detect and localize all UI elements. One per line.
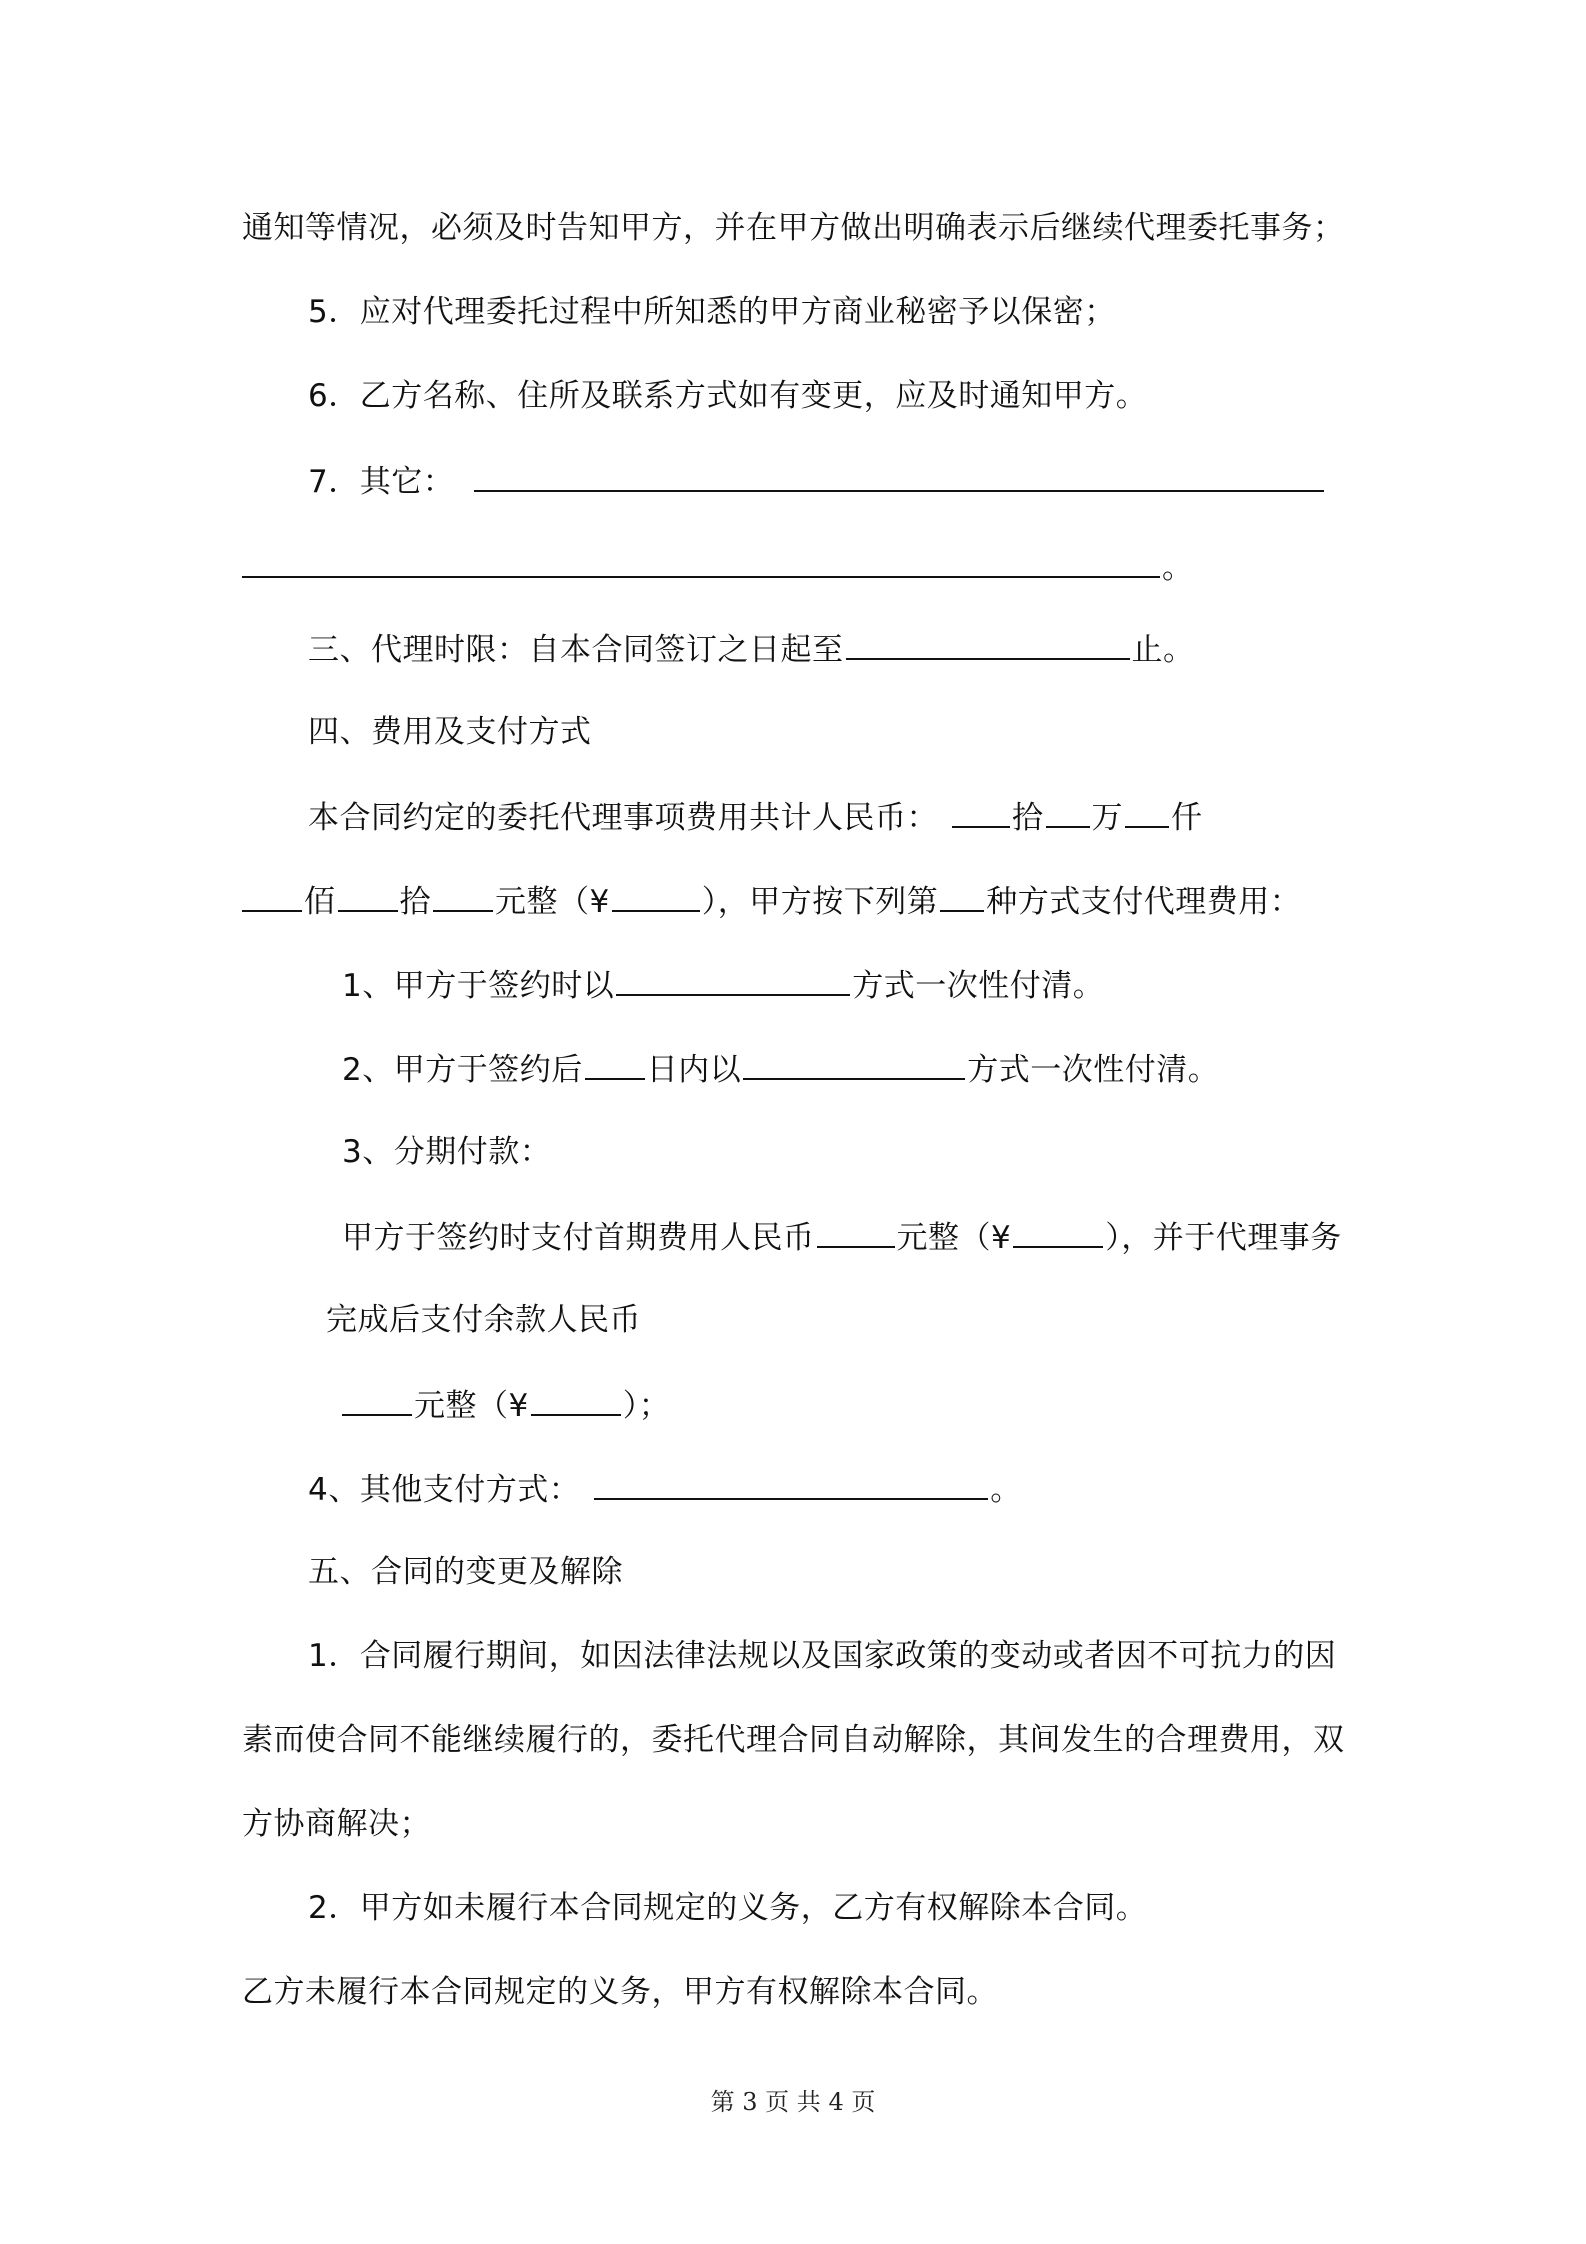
clause-7-other bbox=[308, 460, 1326, 502]
qian-blank[interactable] bbox=[1125, 796, 1169, 828]
other-blank-1[interactable] bbox=[474, 460, 1324, 492]
term-label: 三、代理时限：自本合同签订之日起至 bbox=[308, 632, 844, 668]
term-end-text: 止。 bbox=[1131, 632, 1195, 668]
option-2-label: 2、甲方于签约后 bbox=[342, 1052, 583, 1088]
fee-label: 本合同约定的委托代理事项费用共计人民币： bbox=[308, 800, 938, 836]
option-2-method-blank[interactable] bbox=[743, 1048, 965, 1080]
installment-line-1 bbox=[342, 1216, 1342, 1258]
option-1-label: 1、甲方于签约时以 bbox=[342, 968, 615, 1004]
option-4-label: 4、其他支付方式： bbox=[308, 1472, 581, 1508]
other-blank-2[interactable] bbox=[242, 546, 1160, 578]
fee-line-1 bbox=[308, 796, 1203, 838]
method-number-blank[interactable] bbox=[940, 880, 984, 912]
clause-5-confidentiality: 5．应对代理委托过程中所知悉的甲方商业秘密予以保密； bbox=[308, 294, 1116, 330]
clause-5-2-line-1: 2．甲方如未履行本合同规定的义务，乙方有权解除本合同。 bbox=[308, 1890, 1148, 1926]
payment-option-3: 3、分期付款： bbox=[342, 1134, 552, 1170]
balance-tail: ）； bbox=[622, 1388, 671, 1424]
page-footer: 第 3 页 共 4 页 bbox=[710, 2088, 876, 2116]
first-payment-label: 甲方于签约时支付首期费用人民币 bbox=[342, 1220, 815, 1256]
yuan-blank[interactable] bbox=[433, 880, 493, 912]
section-5-heading: 五、合同的变更及解除 bbox=[308, 1554, 623, 1590]
option-2-days-label: 日内以 bbox=[646, 1052, 742, 1088]
clause-6-change-notice: 6．乙方名称、住所及联系方式如有变更，应及时通知甲方。 bbox=[308, 378, 1148, 414]
unit-shi-2: 拾 bbox=[399, 884, 431, 920]
method-choice-label: ），甲方按下列第 bbox=[701, 884, 939, 920]
first-payment-tail: ），并于代理事务 bbox=[1105, 1220, 1342, 1256]
unit-shi: 拾 bbox=[1012, 800, 1044, 836]
option-4-method-blank[interactable] bbox=[594, 1468, 988, 1500]
option-1-tail: 方式一次性付清。 bbox=[852, 968, 1105, 1004]
fee-line-2 bbox=[242, 880, 1301, 922]
balance-yuan: 元整（¥ bbox=[414, 1388, 529, 1424]
unit-qian: 仟 bbox=[1171, 800, 1203, 836]
method-choice-tail: 种方式支付代理费用： bbox=[986, 884, 1302, 920]
payment-option-2 bbox=[342, 1048, 1219, 1090]
payment-option-1 bbox=[342, 964, 1104, 1006]
clause-5-1-line-2: 素而使合同不能继续履行的，委托代理合同自动解除，其间发生的合理费用，双 bbox=[242, 1722, 1345, 1758]
balance-amount-blank[interactable] bbox=[342, 1384, 412, 1416]
unit-bai: 佰 bbox=[304, 884, 336, 920]
term-end-date-blank[interactable] bbox=[846, 628, 1130, 660]
shi-blank[interactable] bbox=[338, 880, 398, 912]
first-payment-figure-blank[interactable] bbox=[1013, 1216, 1103, 1248]
first-payment-amount-blank[interactable] bbox=[817, 1216, 895, 1248]
unit-wan: 万 bbox=[1091, 800, 1123, 836]
clause-7-label: 7．其它： bbox=[308, 464, 455, 500]
clause-5-1-line-3: 方协商解决； bbox=[242, 1806, 431, 1842]
period-mark: 。 bbox=[1162, 550, 1194, 586]
clause-7-continuation bbox=[242, 546, 1194, 588]
yuan-amount-label: 元整（¥ bbox=[495, 884, 610, 920]
payment-option-4 bbox=[308, 1468, 1022, 1510]
shi-wan-blank[interactable] bbox=[952, 796, 1010, 828]
clause-5-2-line-2: 乙方未履行本合同规定的义务，甲方有权解除本合同。 bbox=[242, 1974, 998, 2010]
section-4-heading: 四、费用及支付方式 bbox=[308, 714, 592, 750]
option-4-tail: 。 bbox=[990, 1472, 1022, 1508]
bai-blank[interactable] bbox=[242, 880, 302, 912]
first-payment-yuan: 元整（¥ bbox=[896, 1220, 1012, 1256]
clause-5-1-line-1: 1．合同履行期间，如因法律法规以及国家政策的变动或者因不可抗力的因 bbox=[308, 1638, 1337, 1674]
installment-line-2: 完成后支付余款人民币 bbox=[326, 1302, 641, 1338]
option-2-tail: 方式一次性付清。 bbox=[967, 1052, 1220, 1088]
term-clause bbox=[308, 628, 1195, 670]
paragraph-notify: 通知等情况，必须及时告知甲方，并在甲方做出明确表示后继续代理委托事务； bbox=[242, 210, 1345, 246]
balance-figure-blank[interactable] bbox=[531, 1384, 621, 1416]
amount-figure-blank[interactable] bbox=[612, 880, 700, 912]
installment-line-3 bbox=[342, 1384, 670, 1426]
wan-blank[interactable] bbox=[1046, 796, 1090, 828]
option-2-days-blank[interactable] bbox=[585, 1048, 645, 1080]
option-1-method-blank[interactable] bbox=[616, 964, 850, 996]
